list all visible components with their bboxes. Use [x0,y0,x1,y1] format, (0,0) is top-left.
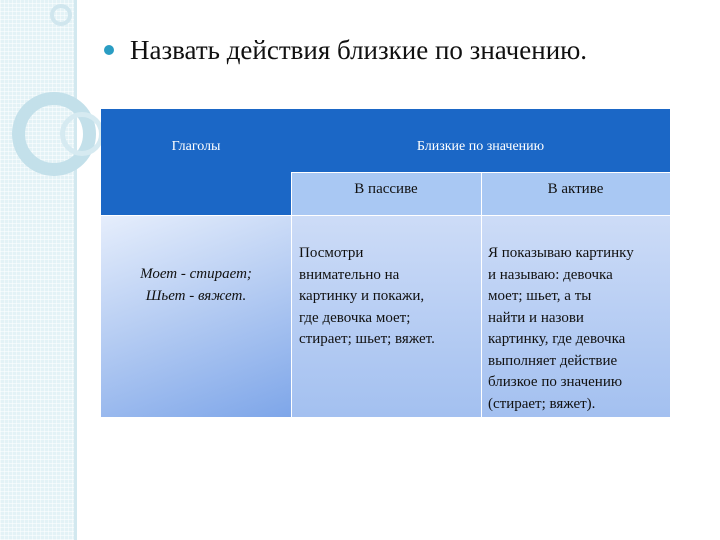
left-decorative-stripe [0,0,76,540]
cell-passive: Посмотри внимательно на картинку и покажи, где девочка моет; стирает; шьет; вяжет. [291,215,481,417]
divider-line [101,215,670,216]
header-active: В активе [481,172,670,215]
stripe-edge [74,0,77,540]
slide-title: Назвать действия близкие по значению. [130,34,588,65]
cell-verbs: Моет - стирает; Шьет - вяжет. [101,215,291,417]
header-verbs: Глаголы [171,139,221,154]
cell-active: Я показываю картинку и называю: девочка моет; шьет, а ты найти и назови картинку, где девочка выполняет действие близкое по значению (стирает; вяжет). [481,215,670,417]
divider-line [291,172,292,417]
divider-line [291,172,670,173]
header-passive: В пассиве [291,172,481,215]
bullet-icon [104,45,114,55]
slide-title-row [104,30,587,70]
divider-line [481,172,482,417]
verbs-table [101,109,670,417]
decorative-ring-small [60,112,104,156]
header-close-meaning: Близкие по значению [416,139,545,154]
decorative-ring-tiny [50,4,72,26]
